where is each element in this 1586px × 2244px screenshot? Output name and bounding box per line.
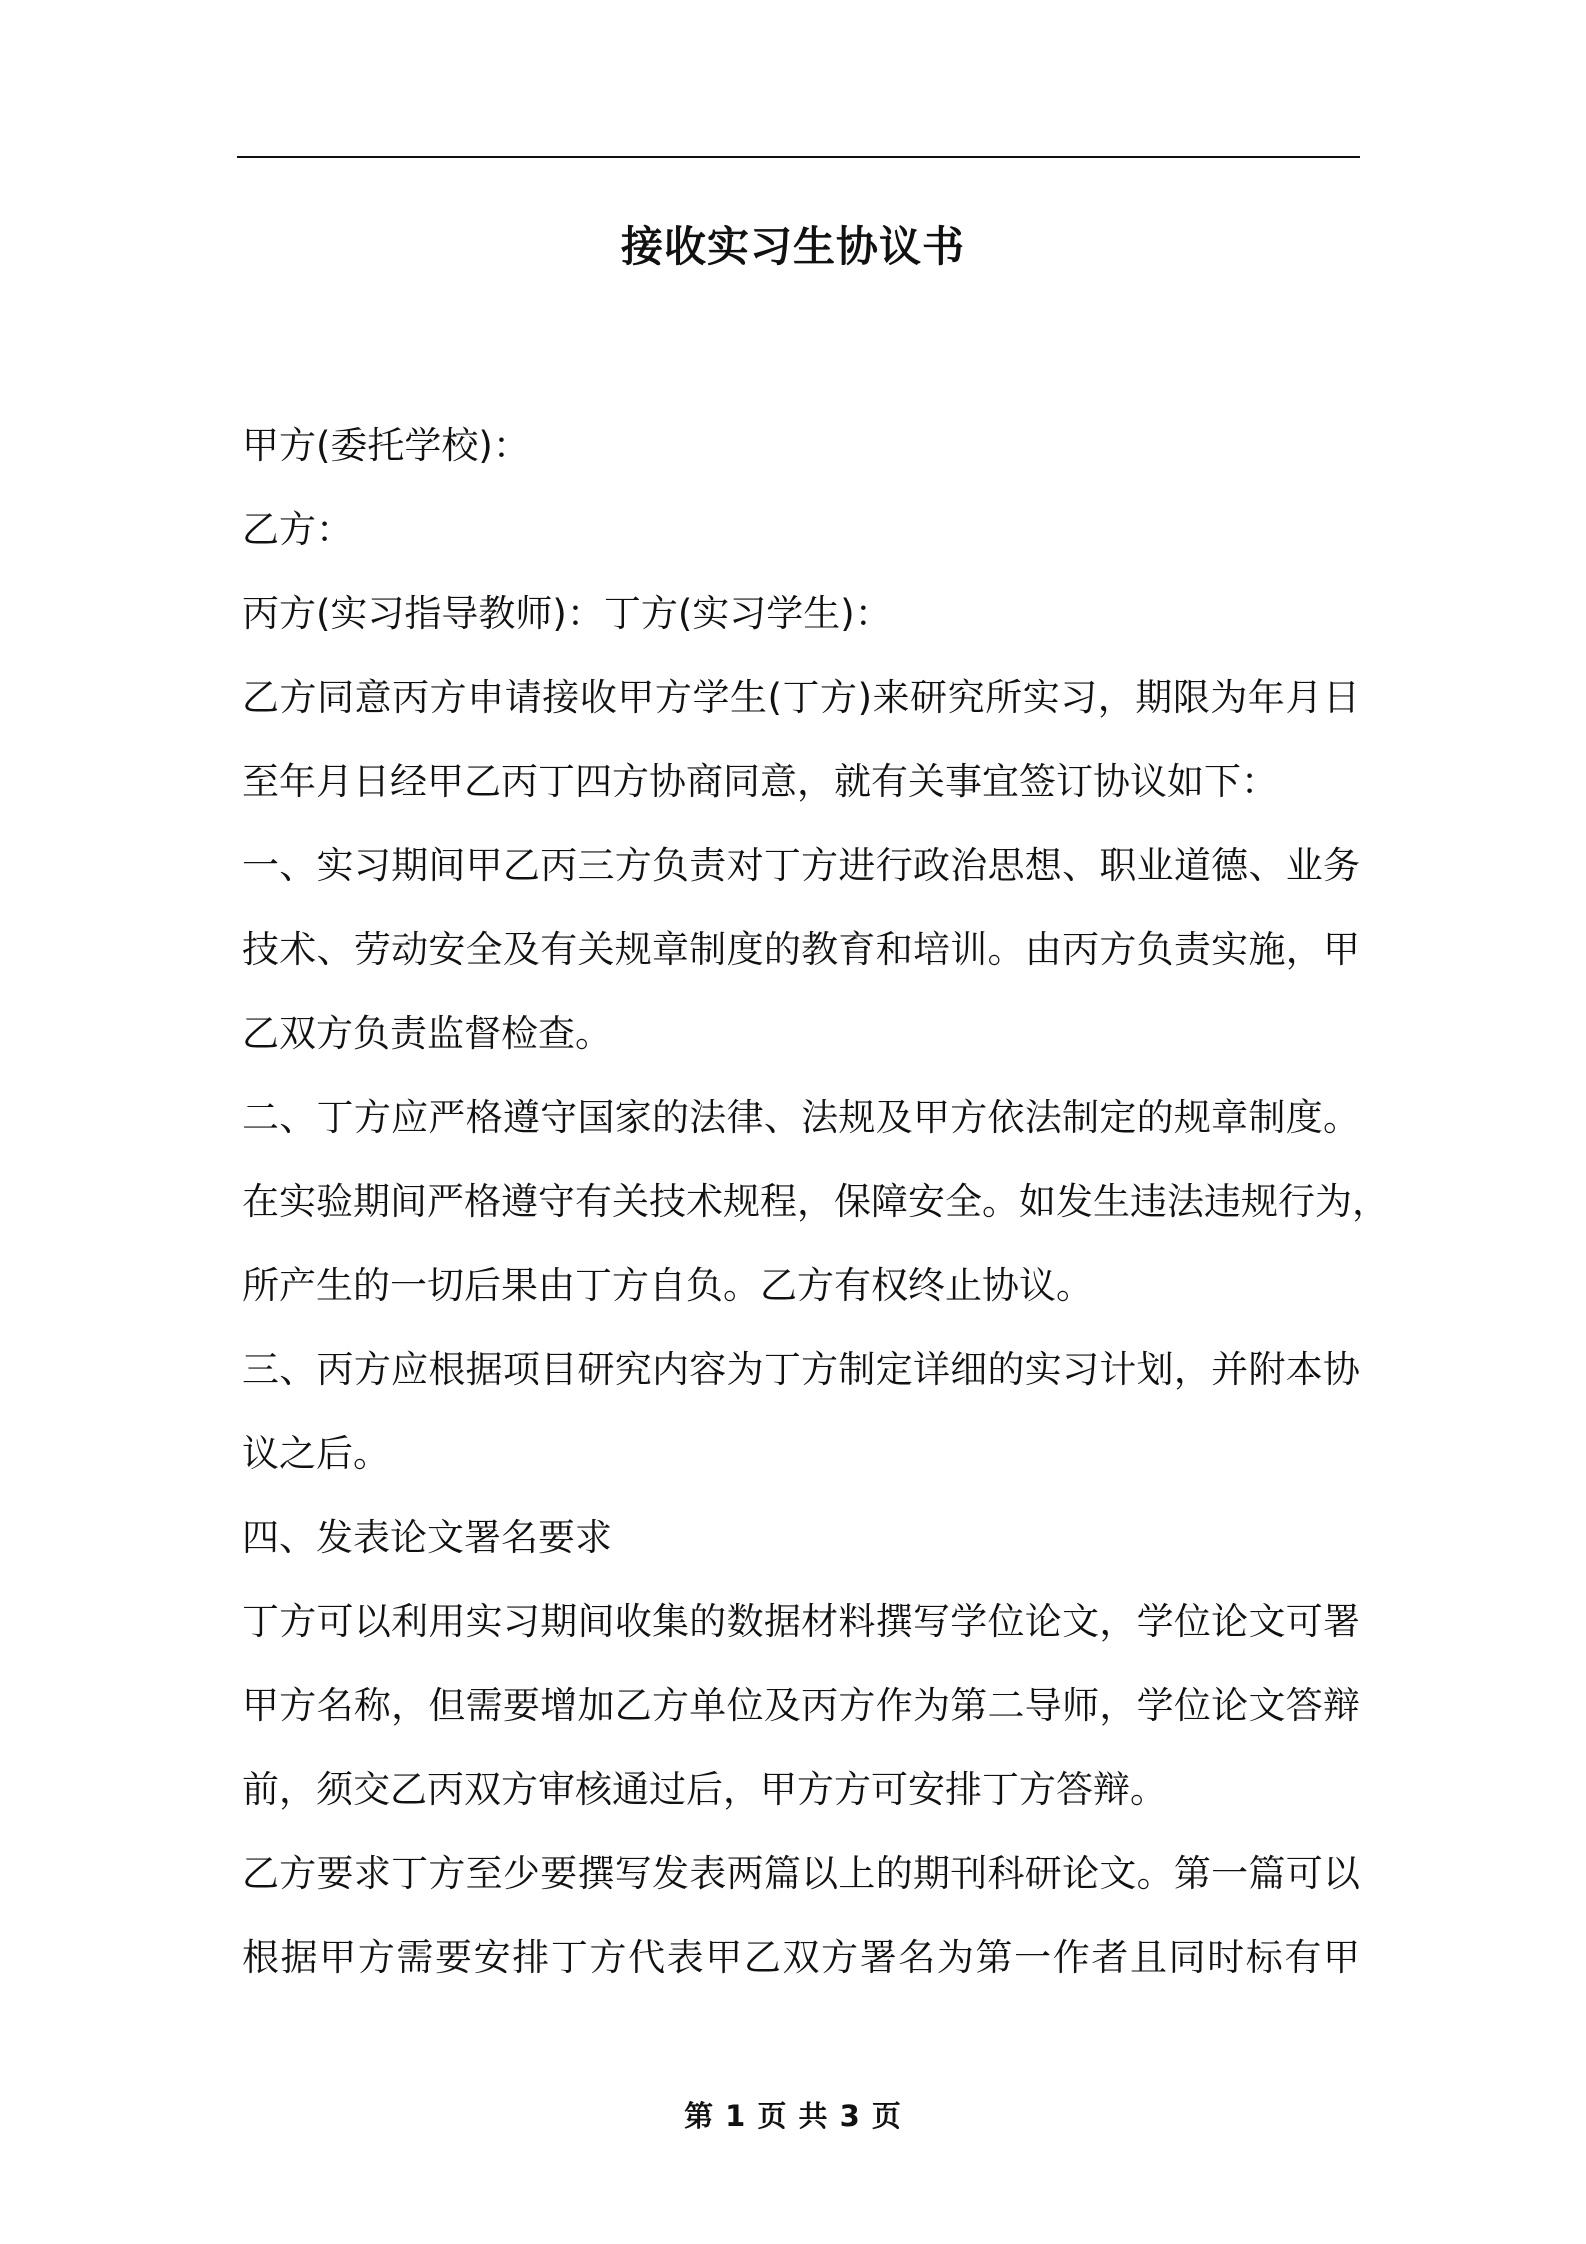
document-title: 接收实习生协议书 [620, 222, 965, 271]
header-rule [237, 156, 1360, 158]
clause-2-line: 所产生的一切后果由丁方自负。乙方有权终止协议。 [242, 1264, 1093, 1307]
clause-4-line: 甲方名称，但需要增加乙方单位及丙方作为第二导师，学位论文答辩 [242, 1684, 1360, 1727]
clause-1-line: 技术、劳动安全及有关规章制度的教育和培训。由丙方负责实施，甲 [242, 928, 1360, 971]
paragraph-line: 至年月日经甲乙丙丁四方协商同意，就有关事宜签订协议如下： [242, 760, 1278, 803]
party-c-d-line: 丙方(实习指导教师)：丁方(实习学生)： [242, 592, 892, 635]
clause-4-line: 乙方要求丁方至少要撰写发表两篇以上的期刊科研论文。第一篇可以 [242, 1852, 1360, 1895]
clause-4-line: 前，须交乙丙双方审核通过后，甲方方可安排丁方答辩。 [242, 1768, 1167, 1811]
clause-1-line: 一、实习期间甲乙丙三方负责对丁方进行政治思想、职业道德、业务 [242, 844, 1360, 887]
clause-4-line: 丁方可以利用实习期间收集的数据材料撰写学位论文，学位论文可署 [242, 1600, 1360, 1643]
party-b-line: 乙方： [242, 508, 353, 551]
clause-3-line: 三、丙方应根据项目研究内容为丁方制定详细的实习计划，并附本协 [242, 1348, 1360, 1391]
page-number-footer: 第 1 页 共 3 页 [684, 2099, 902, 2133]
clause-4-line: 根据甲方需要安排丁方代表甲乙双方署名为第一作者且同时标有甲 [242, 1936, 1360, 1979]
clause-1-line: 乙双方负责监督检查。 [242, 1012, 612, 1055]
clause-2-line: 二、丁方应严格遵守国家的法律、法规及甲方依法制定的规章制度。 [242, 1096, 1360, 1139]
clause-3-line: 议之后。 [242, 1432, 390, 1475]
clause-2-line: 在实验期间严格遵守有关技术规程，保障安全。如发生违法违规行为， [242, 1180, 1389, 1223]
clause-4-heading: 四、发表论文署名要求 [242, 1516, 612, 1559]
document-body [242, 404, 1389, 2000]
party-a-line: 甲方(委托学校)： [242, 424, 530, 467]
paragraph-line: 乙方同意丙方申请接收甲方学生(丁方)来研究所实习，期限为年月日 [242, 676, 1360, 719]
